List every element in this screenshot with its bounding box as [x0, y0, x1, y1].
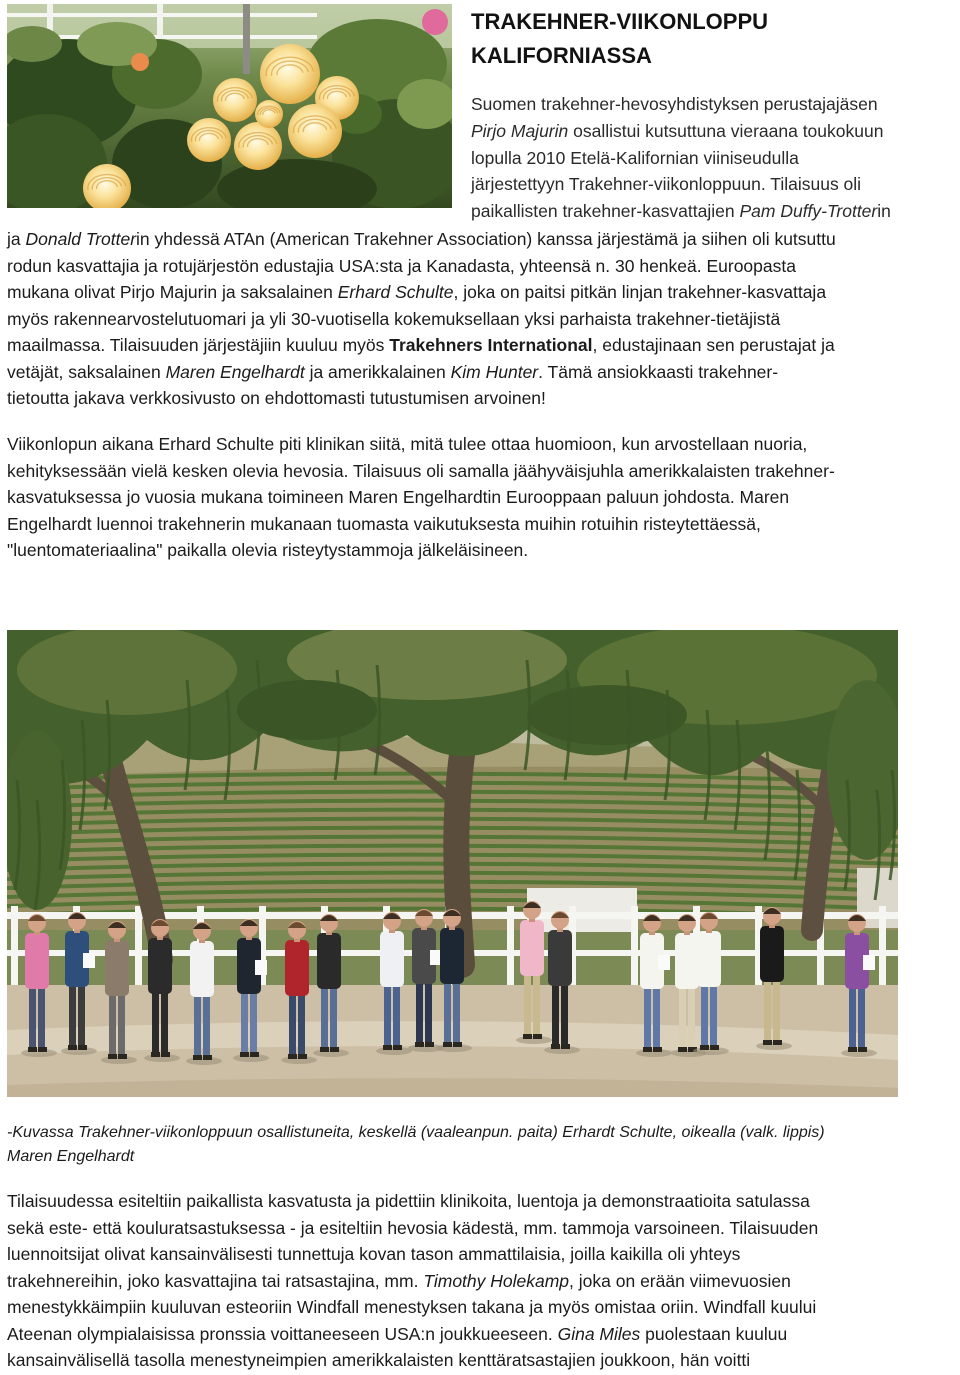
text-run: in [877, 201, 891, 221]
photo-caption [7, 1121, 954, 1169]
paragraph-2 [7, 431, 954, 564]
text-line [7, 484, 954, 511]
title-line: TRAKEHNER-VIIKONLOPPU [471, 9, 769, 34]
text-line [7, 1321, 954, 1348]
text-line [7, 306, 954, 333]
text-run: ja amerikkalainen [304, 361, 451, 382]
text-run: Tilaisuudessa esiteltiin paikallista kasvatusta ja pidettiin klinikoita, luentoja ja demonstraatioita satulassa [7, 1191, 810, 1211]
text-line [7, 1215, 954, 1242]
italic-text: Pam Duffy-Trotter [739, 201, 878, 221]
text-run: in yhdessä ATAn (American Trakehner Association) kanssa järjestämä ja siihen oli kutsuttu [136, 229, 836, 249]
italic-text: Erhard Schulte [337, 282, 454, 302]
text-run: sekä este- että kouluratsastuksessa - ja esiteltiin hevosia kädestä, mm. tammoja varsoineen. Tilaisuuden [7, 1217, 819, 1238]
italic-text: Gina Miles [557, 1323, 641, 1344]
group-photo [7, 630, 898, 1097]
text-run: rodun kasvattajia ja rotujärjestön edustajia USA:sta ja Kanadasta, yhteensä n. 30 henkeä. Euroopasta [7, 255, 796, 276]
article-title [471, 5, 953, 73]
text-run: -Kuvassa Trakehner-viikonloppuun osallistuneita, keskellä (vaaleanpun. paita) Erhardt Schulte, oikealla (valk. lippis) [7, 1124, 825, 1141]
text-line [7, 359, 954, 386]
text-run: lopulla 2010 Etelä-Kalifornian viiniseudulla [471, 147, 799, 168]
text-run: tietoutta jakava verkkosivusto on ehdottomasti tutustumisen arvoinen! [7, 388, 546, 408]
text-line [7, 1268, 954, 1295]
text-run: Engelhardt luennoi trakehnerin mukanaan tuomasta vaikutuksesta muihin rotuihin risteytettäessä, [7, 513, 761, 534]
rose [260, 44, 320, 104]
text-run: mukana olivat Pirjo Majurin ja saksalainen [7, 282, 338, 302]
italic-text: Donald Trotter [25, 229, 137, 249]
text-line [471, 118, 956, 145]
rose [234, 122, 282, 170]
title-line: KALIFORNIASSA [471, 43, 652, 68]
text-run: "luentomateriaalina" paikalla olevia risteytystammoja jälkeläisineen. [7, 540, 529, 560]
text-line [7, 1121, 954, 1145]
bold-text: Trakehners International [389, 335, 593, 355]
text-run: Maren Engelhardt [7, 1148, 135, 1165]
text-run: luennoitsijat olivat kansainvälisesti tunnettuja kovan tason ammattilaisia, joilla kaikilla oli yhteys [7, 1244, 741, 1264]
text-line [471, 91, 956, 118]
text-line [7, 537, 954, 564]
rose [288, 104, 342, 158]
text-run: maailmassa. Tilaisuuden järjestäjiin kuuluu myös [7, 335, 390, 355]
italic-text: Timothy Holekamp [423, 1270, 570, 1291]
text-line [7, 332, 954, 359]
text-line [471, 171, 956, 198]
text-run: , edustajinaan sen perustajat ja [592, 335, 835, 355]
text-line [7, 1347, 954, 1374]
pink-flower [422, 9, 448, 35]
text-run: myös rakennearvostelutuomari ja yli 30-vuotisella kokemuksellaan yksi parhaista trakehner-tietäjistä [7, 308, 781, 329]
text-run: kasvatuksessa jo vuosia mukana toimineen Maren Engelhardtin Eurooppaan paluun johdosta. Maren [7, 487, 790, 507]
text-run: paikallisten trakehner-kasvattajien [471, 201, 740, 221]
intro-paragraph [471, 91, 956, 225]
text-run: vetäjät, saksalainen [7, 361, 166, 382]
rose [255, 100, 283, 128]
text-run: Suomen trakehner-hevosyhdistyksen perustajajäsen [471, 94, 878, 114]
text-line [471, 198, 956, 225]
text-run: menestykkäimpiin kuuluvan esteoriin Windfall menestyksen takana ja myös omistaa oriin. Windfall kuului [7, 1297, 817, 1317]
italic-text: Maren Engelhardt [165, 361, 305, 382]
text-line [7, 1188, 954, 1215]
text-line [7, 458, 954, 485]
roses-photo [7, 4, 452, 208]
italic-text: Pirjo Majurin [471, 120, 569, 141]
text-run: ja [7, 229, 26, 249]
text-line [7, 1294, 954, 1321]
text-run: puolestaan kuuluu [640, 1323, 788, 1344]
text-line [7, 511, 954, 538]
text-run: kehityksessään vielä kesken olevia hevosia. Tilaisuus oli samalla jäähyväisjuhla amerikkalaisten trakehner- [7, 460, 835, 481]
rose [213, 78, 257, 122]
text-run: , joka on paitsi pitkän linjan trakehner-kasvattaja [453, 282, 827, 302]
text-line [471, 145, 956, 172]
text-line [7, 226, 954, 253]
text-line [7, 431, 954, 458]
text-line [7, 1241, 954, 1268]
paragraph-1 [7, 226, 954, 412]
paragraph-3 [7, 1188, 954, 1374]
text-run: Ateenan olympialaisissa pronssia voittaneeseen USA:n joukkueeseen. [7, 1323, 558, 1344]
italic-text: Kim Hunter [450, 361, 539, 382]
text-line [7, 1145, 954, 1169]
text-run: , joka on erään viimevuosien [569, 1270, 791, 1291]
text-run: osallistui kutsuttuna vieraana toukokuun [568, 120, 884, 141]
text-run: trakehnereihin, joko kasvattajina tai ratsastajina, mm. [7, 1270, 424, 1291]
text-line [7, 385, 954, 412]
text-run: kansainvälisellä tasolla menestyneimpien amerikkalaisten kenttäratsastajien joukkoon, hän voitti [7, 1350, 751, 1370]
text-run: järjestettyyn Trakehner-viikonloppuun. Tilaisuus oli [471, 174, 862, 195]
text-line [7, 253, 954, 280]
text-run: Viikonlopun aikana Erhard Schulte piti klinikan siitä, mitä tulee ottaa huomioon, kun arvostellaan nuoria, [7, 434, 808, 454]
rose [187, 118, 231, 162]
rose-bud [131, 53, 149, 71]
text-run: . Tämä ansiokkaasti trakehner- [538, 361, 779, 382]
text-line [7, 279, 954, 306]
